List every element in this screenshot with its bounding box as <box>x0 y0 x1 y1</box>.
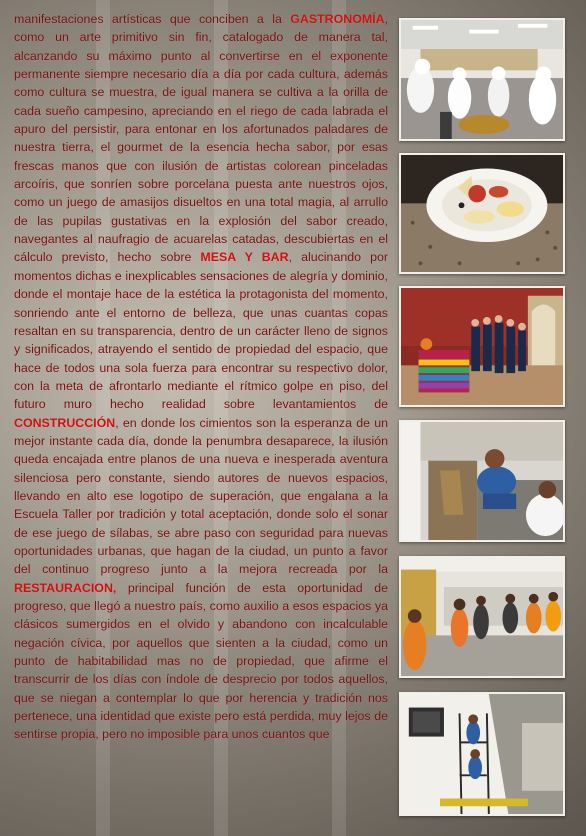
text-segment: , como un arte primitivo sin fin, catalogado de manera tal, alcanzando su máximo punto al convertirse en el exponente permanente siempre necesario día a día por cada cultura, además como cultura se muestra, de igual manera se cultiva a la orilla de cada sueño campesino, apreciando en el riego de cada labrada el apuro del persistir, para entonar en los afortunados paladares de nuestra tierra, el gourmet de la esencia hecha sabor, por esas frescas manos que con ilusión de artistas colorean pinceladas arcoíris, que sonríen sobre porcelana puesta ante nuestros ojos, como un juego de amasijos disueltos en una total magia, al arrullo de las pupilas gustativas en la explosión del sabor creado, navegantes al naufragio de acuarelas catadas, descubiertas en el cálculo previsto, hecho sobre <box>14 12 388 265</box>
photo-construction-work <box>399 420 565 542</box>
photo-restoration-crew <box>399 556 565 678</box>
body-paragraph <box>14 10 388 744</box>
keyword-mesa-y-bar: MESA Y BAR <box>200 250 289 265</box>
keyword-construccion: CONSTRUCCIÓN <box>14 415 116 430</box>
photo-scaffolding-street <box>399 692 565 816</box>
text-segment: , en donde los cimientos son la esperanza de un mejor instante cada día, donde la penumbra desaparece, la ilusión queda encajada entre planos de una nueva e inesperada aventura silenciosa pero constante, siendo autores de nuevos espacios, llevando en alto ese logotipo de superación, que engalana a la Escuela Taller por tradición y total aceptación, donde solo el sonar de ese juego de sílabas, se abre paso con seguridad para nuevas oportunidades urbanas, que hagan de la ciudad, un punto a favor del continuo progreso junto a la mejora recreada por la <box>14 415 388 577</box>
photo-table-setting <box>399 286 565 407</box>
photo-kitchen-class <box>399 18 565 141</box>
keyword-gastronomia: GASTRONOMÍA <box>290 12 385 26</box>
body-text-column <box>14 10 388 744</box>
keyword-restauracion: RESTAURACION, <box>14 580 117 595</box>
text-segment: , alucinando por momentos dichas e inexplicables sensaciones de alegría y dominio, donde el montaje hace de la estética la protagonista del momento, sonriendo ante el entorno de belleza, que unas cuantas copas resaltan en su transparencia, dentro de un carácter lleno de signos y significados, atrayendo el sentido de propiedad del espacio, que hace de todos una sola fuerza para encontrar su respectivo dolor, con la meta de afrontarlo mediante el rítmico golpe en piso, del futuro muro hecho realidad sobre levantamientos de <box>14 250 388 412</box>
text-segment: manifestaciones artísticas que conciben a la <box>14 12 291 26</box>
text-segment: principal función de esta oportunidad de progreso, que llegó a nuestro país, como auxilio a esos espacios ya clásicos sumergidos en el olvido y abandono con incalculable negación cívica, por aquellos que sienten a la ciudad, como un punto de habitabilidad mas no de propiedad, que afirme el transcurrir de los días con índole de desprecio por todos aquellos, que se niegan a contemplar lo que por herencia y tradición nos pertenece, una identidad que existe pero está perdida, muy lejos de sentirse propia, pero no imposible para unos cuantos que <box>14 580 388 742</box>
photo-plated-dish <box>399 153 565 274</box>
